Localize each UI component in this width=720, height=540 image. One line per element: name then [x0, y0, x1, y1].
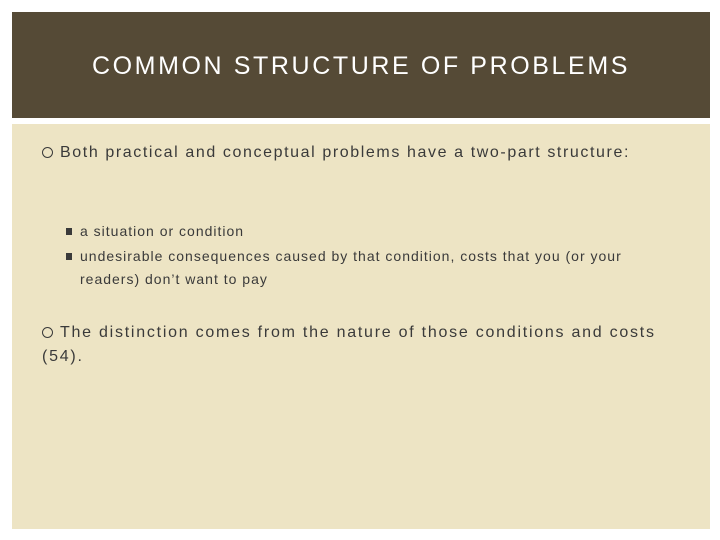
- title-bar: [12, 12, 710, 118]
- content-area: [12, 124, 710, 529]
- hollow-circle-bullet-icon: [42, 327, 53, 338]
- bullet-text: Both practical and conceptual problems have a two-part structure:: [60, 144, 631, 161]
- bullet-item: [42, 141, 702, 165]
- sub-bullet-text: undesirable consequences caused by that condition, costs that you (or your readers) don’t want to pay: [80, 248, 622, 287]
- square-bullet-icon: [66, 253, 72, 260]
- sub-bullet-text: a situation or condition: [80, 223, 245, 239]
- square-bullet-icon: [66, 228, 72, 235]
- sub-bullet-item: [66, 220, 686, 243]
- sub-bullet-item: [66, 245, 686, 291]
- bullet-item: [42, 321, 702, 369]
- slide-title: COMMON STRUCTURE OF PROBLEMS: [91, 51, 631, 80]
- hollow-circle-bullet-icon: [42, 147, 53, 158]
- bullet-text: The distinction comes from the nature of those conditions and costs (54).: [42, 324, 656, 365]
